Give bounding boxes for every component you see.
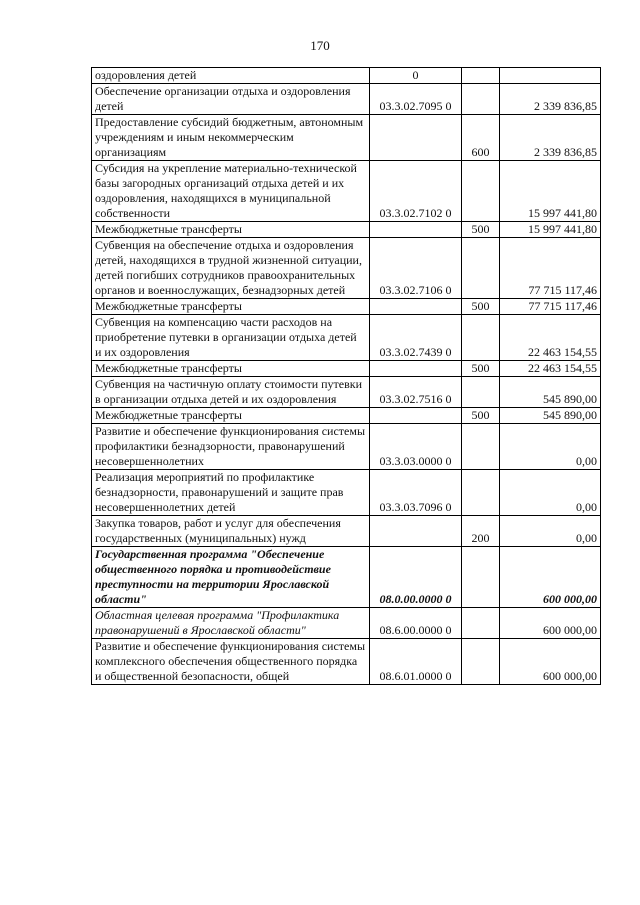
row-amount: 15 997 441,80 [500,161,601,222]
table-row [92,408,601,424]
row-amount: 600 000,00 [500,639,601,685]
row-name: Межбюджетные трансферты [92,361,370,377]
row-expense-type: 200 [462,516,500,547]
row-name: Субсидия на укрепление материально-технической базы загородных организаций отдыха детей и их оздоровления, находящихся в муниципальной собственности [92,161,370,222]
row-expense-type: 500 [462,222,500,238]
page-number: 170 [310,38,330,53]
table-row [92,238,601,299]
row-name: Государственная программа "Обеспечение общественного порядка и противодействие преступности на территории Ярославской области" [92,547,370,608]
table-row [92,299,601,315]
row-expense-type [462,161,500,222]
row-code: 0 [370,68,462,84]
row-code [370,408,462,424]
row-amount: 77 715 117,46 [500,238,601,299]
row-code: 03.3.02.7516 0 [370,377,462,408]
row-name: Реализация мероприятий по профилактике безнадзорности, правонарушений и защите прав несовершеннолетних детей [92,470,370,516]
budget-table [91,67,601,685]
table-row [92,361,601,377]
table-row [92,516,601,547]
row-expense-type [462,68,500,84]
row-code: 03.3.02.7095 0 [370,84,462,115]
row-name: Развитие и обеспечение функционирования системы комплексного обеспечения общественного порядка и общественной безопасности, общей [92,639,370,685]
row-expense-type [462,608,500,639]
table-row [92,115,601,161]
table-row [92,424,601,470]
row-name: Развитие и обеспечение функционирования системы профилактики безнадзорности, правонарушений несовершеннолетних [92,424,370,470]
row-amount: 2 339 836,85 [500,115,601,161]
row-amount: 0,00 [500,424,601,470]
row-amount: 22 463 154,55 [500,361,601,377]
row-name: Субвенция на компенсацию части расходов на приобретение путевки в организации отдыха детей и их оздоровления [92,315,370,361]
table-row [92,470,601,516]
row-amount: 600 000,00 [500,608,601,639]
row-expense-type: 500 [462,299,500,315]
row-code: 03.3.03.7096 0 [370,470,462,516]
row-expense-type [462,377,500,408]
row-code [370,516,462,547]
row-amount: 22 463 154,55 [500,315,601,361]
row-code: 08.6.00.0000 0 [370,608,462,639]
row-expense-type [462,639,500,685]
row-name: Обеспечение организации отдыха и оздоровления детей [92,84,370,115]
table-row [92,315,601,361]
table-row [92,639,601,685]
row-code: 03.3.02.7106 0 [370,238,462,299]
row-expense-type: 600 [462,115,500,161]
row-code [370,361,462,377]
table-row [92,608,601,639]
row-expense-type [462,470,500,516]
table-row [92,161,601,222]
row-code [370,299,462,315]
table-row [92,84,601,115]
row-name: Закупка товаров, работ и услуг для обеспечения государственных (муниципальных) нужд [92,516,370,547]
table-row [92,68,601,84]
row-amount: 2 339 836,85 [500,84,601,115]
row-name: Субвенция на обеспечение отдыха и оздоровления детей, находящихся в трудной жизненной ситуации, детей погибших сотрудников правоохранительных органов и военнослужащих, безнадзорных детей [92,238,370,299]
row-amount: 545 890,00 [500,408,601,424]
row-code: 08.6.01.0000 0 [370,639,462,685]
row-code [370,222,462,238]
row-code: 03.3.03.0000 0 [370,424,462,470]
row-amount: 77 715 117,46 [500,299,601,315]
row-expense-type [462,315,500,361]
table-row [92,377,601,408]
row-amount: 0,00 [500,470,601,516]
row-expense-type [462,424,500,470]
row-expense-type: 500 [462,361,500,377]
table-row [92,222,601,238]
table-row [92,547,601,608]
row-name: Межбюджетные трансферты [92,222,370,238]
row-amount: 0,00 [500,516,601,547]
row-name: Областная целевая программа "Профилактика правонарушений в Ярославской области" [92,608,370,639]
row-amount: 600 000,00 [500,547,601,608]
row-amount: 545 890,00 [500,377,601,408]
row-amount [500,68,601,84]
row-amount: 15 997 441,80 [500,222,601,238]
row-code: 03.3.02.7439 0 [370,315,462,361]
row-name: Субвенция на частичную оплату стоимости путевки в организации отдыха детей и их оздоровления [92,377,370,408]
row-expense-type [462,547,500,608]
row-name: Межбюджетные трансферты [92,299,370,315]
row-code [370,115,462,161]
row-code: 03.3.02.7102 0 [370,161,462,222]
row-expense-type [462,84,500,115]
row-name: оздоровления детей [92,68,370,84]
row-code: 08.0.00.0000 0 [370,547,462,608]
row-name: Предоставление субсидий бюджетным, автономным учреждениям и иным некоммерческим организациям [92,115,370,161]
row-expense-type: 500 [462,408,500,424]
row-name: Межбюджетные трансферты [92,408,370,424]
row-expense-type [462,238,500,299]
